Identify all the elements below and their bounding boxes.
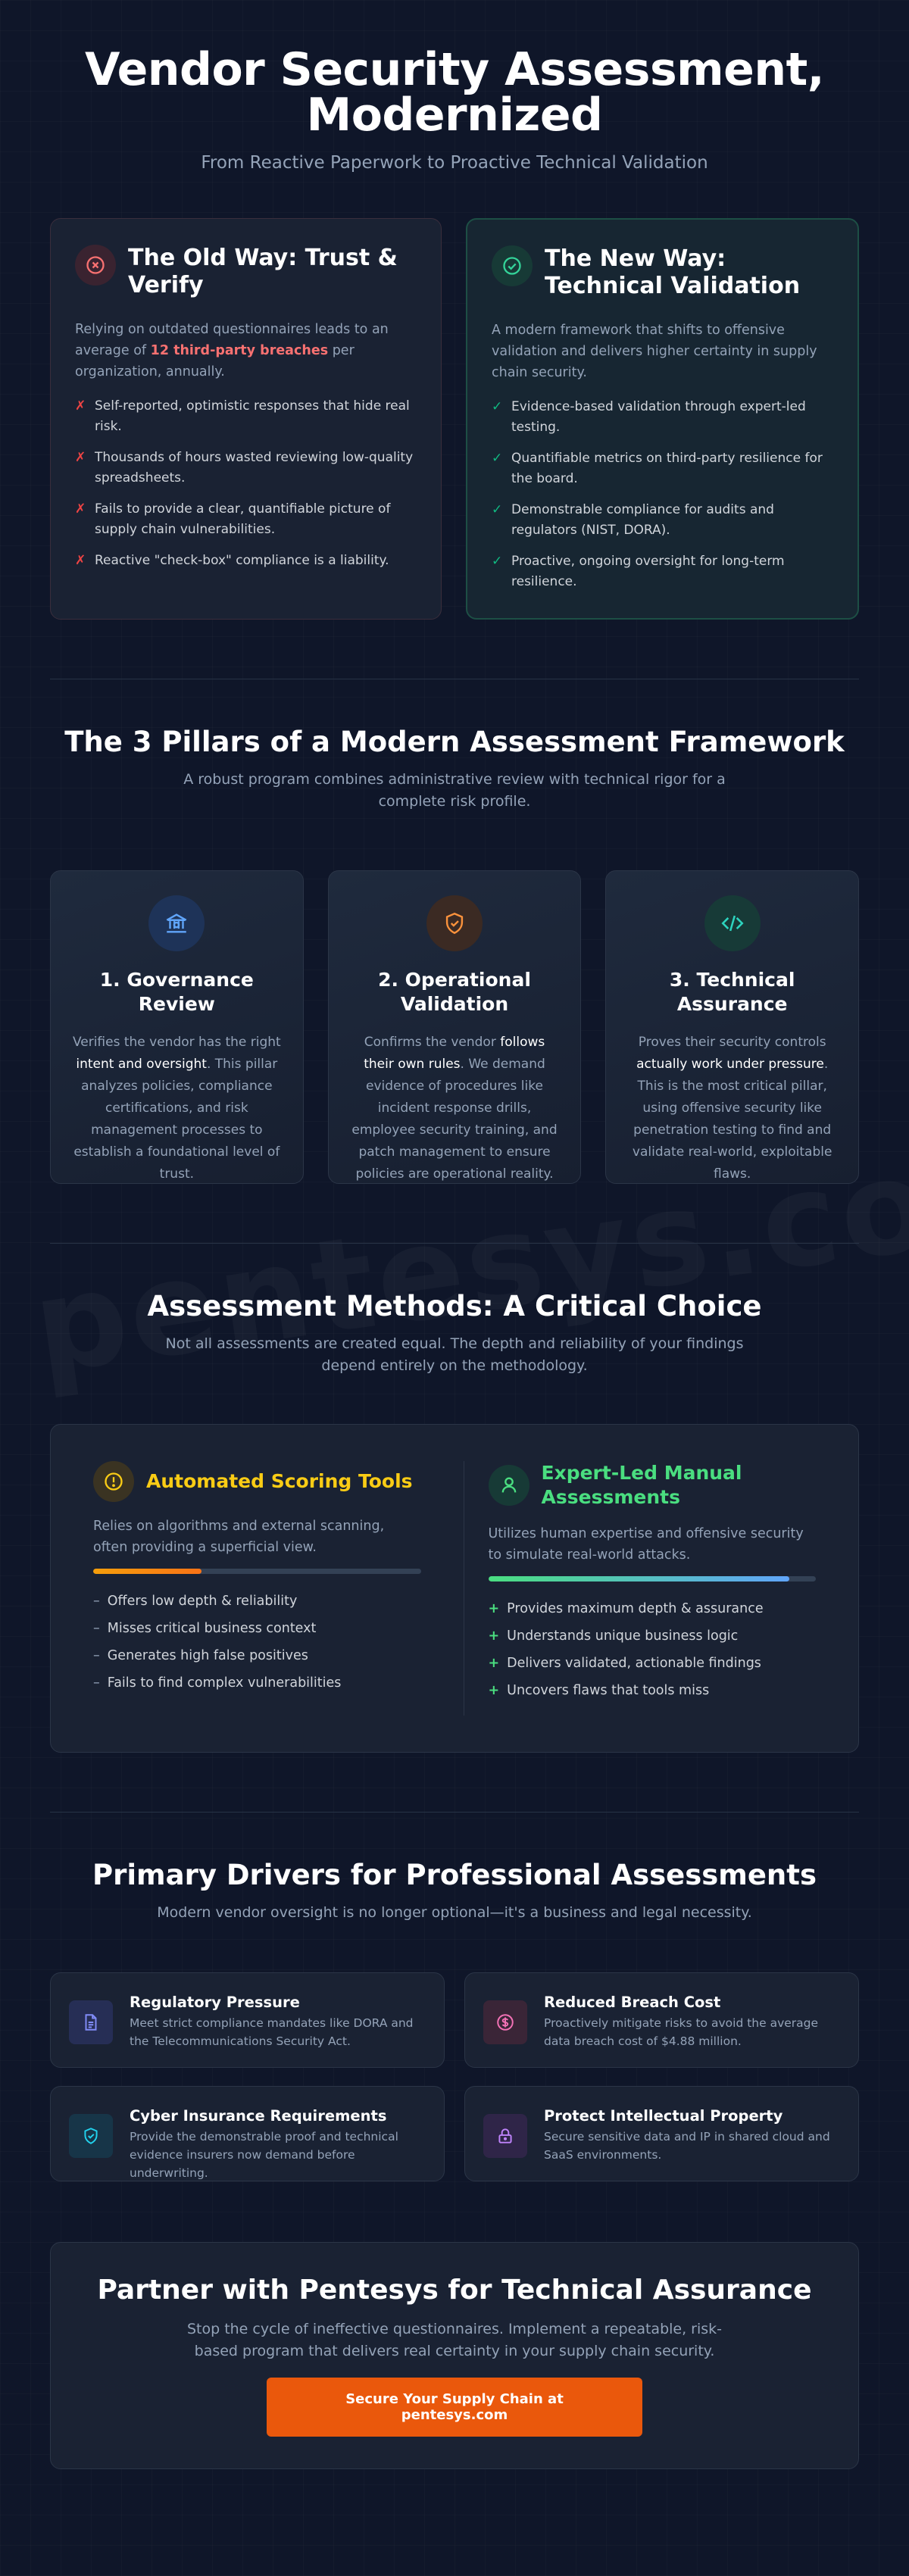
- title-line-2: Modernized: [306, 89, 603, 142]
- list-item: [75, 448, 417, 489]
- drivers-title: Primary Drivers for Professional Assessments: [92, 1859, 817, 1891]
- manual-depth-fill: [489, 1576, 790, 1582]
- methods-section: [50, 1289, 859, 1753]
- pillar-desc-pre: Proves their security controls: [638, 1035, 826, 1050]
- comparison-section: [50, 218, 859, 620]
- list-item-text: Uncovers flaws that tools miss: [507, 1683, 710, 1698]
- driver-text: [130, 2106, 426, 2182]
- list-item-text: Proactive, ongoing oversight for long-term resilience.: [511, 554, 785, 589]
- old-way-desc-pre: Relying on outdated questionnaires leads to an average of: [75, 322, 389, 358]
- list-item: [489, 1627, 817, 1645]
- old-way-description: [75, 319, 417, 382]
- dash-mark-icon: –: [93, 1594, 100, 1609]
- list-item: [75, 499, 417, 540]
- new-way-title: The New Way: Technical Validation: [545, 245, 801, 299]
- list-item: [93, 1619, 421, 1638]
- driver-title: Protect Intellectual Property: [544, 2107, 783, 2125]
- driver-title: Cyber Insurance Requirements: [130, 2107, 387, 2125]
- old-way-list: [75, 396, 417, 571]
- list-item-text: Delivers validated, actionable findings: [507, 1656, 761, 1671]
- warning-circle-icon: [93, 1461, 134, 1502]
- pillar-desc-pre: Confirms the vendor: [364, 1035, 501, 1050]
- pillar-title: 1. Governance Review: [99, 969, 254, 1015]
- list-item-text: Self-reported, optimistic responses that hide real risk.: [95, 398, 410, 434]
- dash-mark-icon: –: [93, 1675, 100, 1691]
- bank-icon: [148, 895, 205, 951]
- cta-button[interactable]: Secure Your Supply Chain at pentesys.com: [267, 2378, 642, 2437]
- driver-description: Meet strict compliance mandates like DORA and the Telecommunications Security Act.: [130, 2016, 414, 2048]
- shield-check-icon: [426, 895, 483, 951]
- check-mark-icon: ✓: [492, 399, 503, 414]
- drivers-grid: [50, 1972, 859, 2181]
- pillars-subtitle: A robust program combines administrative review with technical rigor for a complete risk profile.: [183, 771, 726, 810]
- list-item-text: Fails to provide a clear, quantifiable picture of supply chain vulnerabilities.: [95, 501, 391, 537]
- old-way-desc-post: per organization, annually.: [75, 343, 355, 379]
- list-item-text: Fails to find complex vulnerabilities: [107, 1675, 342, 1691]
- pillar-desc-post: . This is the most critical pillar, using offensive security like penetration testing to find and validate real-world, exploitable flaws.: [632, 1057, 832, 1182]
- new-way-card: [466, 218, 859, 620]
- shield-check-icon: [69, 2114, 113, 2158]
- list-item: [489, 1654, 817, 1672]
- page-title: [50, 43, 859, 142]
- plus-mark-icon: +: [488, 1628, 500, 1644]
- pillar-desc-pre: Verifies the vendor has the right: [72, 1035, 281, 1050]
- plus-mark-icon: +: [488, 1683, 500, 1698]
- driver-card-ip: [464, 2086, 859, 2181]
- list-item: [93, 1592, 421, 1610]
- methods-subtitle: Not all assessments are created equal. The depth and reliability of your findings depend entirely on the methodology.: [165, 1335, 744, 1374]
- check-mark-icon: ✓: [492, 502, 503, 517]
- pillar-description: [626, 1032, 839, 1185]
- x-mark-icon: ✗: [75, 501, 86, 517]
- list-item-text: Misses critical business context: [107, 1621, 317, 1636]
- document-icon: [69, 2000, 113, 2044]
- x-mark-icon: ✗: [75, 553, 86, 568]
- automated-tools-column: [93, 1461, 464, 1716]
- section-divider: [50, 1812, 859, 1813]
- check-mark-icon: ✓: [492, 554, 503, 569]
- old-way-header: [75, 245, 417, 299]
- money-icon: [483, 2000, 527, 2044]
- hero: [50, 0, 859, 173]
- driver-card-cyber-insurance: [50, 2086, 445, 2181]
- check-mark-icon: ✓: [492, 451, 503, 466]
- automated-depth-fill: [93, 1569, 201, 1574]
- driver-title: Reduced Breach Cost: [544, 1994, 721, 2011]
- breach-stat: 12 third-party breaches: [150, 343, 329, 358]
- cta-title: Partner with Pentesys for Technical Assurance: [97, 2275, 812, 2306]
- pillar-desc-emphasis: intent and oversight: [76, 1057, 207, 1072]
- list-item: [75, 396, 417, 437]
- driver-description: Provide the demonstrable proof and technical evidence insurers now demand before underwriting.: [130, 2130, 398, 2180]
- pillar-card-governance: [50, 870, 304, 1184]
- list-item-text: Reactive "check-box" compliance is a liability.: [95, 553, 389, 568]
- automated-tools-header: [93, 1461, 421, 1502]
- driver-text: [544, 1993, 840, 2050]
- user-icon: [489, 1465, 529, 1506]
- pillar-desc-post: . This pillar analyzes policies, compliance certifications, and risk management processes to establish a foundational level of trust.: [73, 1057, 280, 1182]
- automated-tools-list: [93, 1592, 421, 1692]
- pillar-card-operational: [328, 870, 582, 1184]
- list-item-text: Thousands of hours wasted reviewing low-quality spreadsheets.: [95, 450, 414, 486]
- manual-depth-bar: [489, 1576, 817, 1582]
- pillar-card-technical: [605, 870, 859, 1184]
- pillar-desc-emphasis: follows their own rules: [364, 1035, 545, 1072]
- list-item: [492, 500, 833, 541]
- section-divider: [50, 1243, 859, 1244]
- automated-depth-bar: [93, 1569, 421, 1574]
- pillar-desc-emphasis: actually work under pressure: [636, 1057, 824, 1072]
- manual-assessments-header: [489, 1461, 817, 1510]
- driver-description: Secure sensitive data and IP in shared cloud and SaaS environments.: [544, 2130, 830, 2162]
- new-way-list: [492, 397, 833, 592]
- driver-text: [544, 2106, 840, 2164]
- new-way-header: [492, 245, 833, 300]
- list-item-text: Evidence-based validation through expert-led testing.: [511, 399, 806, 435]
- list-item-text: Provides maximum depth & assurance: [507, 1601, 764, 1616]
- driver-text: [130, 1993, 426, 2050]
- driver-card-breach-cost: [464, 1972, 859, 2068]
- list-item-text: Offers low depth & reliability: [107, 1594, 298, 1609]
- x-circle-icon: [75, 245, 116, 286]
- old-way-card: [50, 218, 442, 620]
- manual-assessments-title: Expert-Led Manual Assessments: [541, 1462, 742, 1508]
- drivers-section: [50, 1858, 859, 2181]
- list-item: [75, 551, 417, 571]
- list-item: [492, 397, 833, 438]
- title-line-1: Vendor Security Assessment,: [84, 43, 825, 96]
- pillar-description: [70, 1032, 283, 1185]
- driver-description: Proactively mitigate risks to avoid the average data breach cost of $4.88 million.: [544, 2016, 819, 2048]
- driver-title: Regulatory Pressure: [130, 1994, 300, 2011]
- pillar-desc-post: . We demand evidence of procedures like incident response drills, employee security training, and patch management to ensure policies are operational reality.: [351, 1057, 558, 1182]
- pillars-grid: [50, 870, 859, 1184]
- list-item: [489, 1681, 817, 1700]
- manual-assessments-column: [464, 1461, 817, 1716]
- methods-card: [50, 1424, 859, 1753]
- plus-mark-icon: +: [488, 1601, 500, 1616]
- list-item-text: Demonstrable compliance for audits and regulators (NIST, DORA).: [511, 502, 774, 538]
- check-circle-icon: [492, 245, 533, 286]
- dash-mark-icon: –: [93, 1621, 100, 1636]
- list-item: [93, 1647, 421, 1665]
- lock-icon: [483, 2114, 527, 2158]
- manual-assessments-description: Utilizes human expertise and offensive security to simulate real-world attacks.: [488, 1526, 804, 1563]
- cta-section: [50, 2242, 859, 2469]
- new-way-description: A modern framework that shifts to offensive validation and delivers higher certainty in supply chain security.: [492, 323, 817, 380]
- list-item: [93, 1674, 421, 1692]
- list-item: [489, 1600, 817, 1618]
- code-icon: [704, 895, 761, 951]
- x-mark-icon: ✗: [75, 450, 86, 465]
- automated-tools-description: Relies on algorithms and external scanning, often providing a superficial view.: [93, 1519, 385, 1555]
- pillars-title: The 3 Pillars of a Modern Assessment Framework: [64, 726, 845, 758]
- dash-mark-icon: –: [93, 1648, 100, 1663]
- page: [50, 0, 859, 2469]
- old-way-title: The Old Way: Trust & Verify: [128, 245, 398, 298]
- x-mark-icon: ✗: [75, 398, 86, 414]
- driver-card-regulatory: [50, 1972, 445, 2068]
- pillar-title: 3. Technical Assurance: [669, 969, 795, 1015]
- manual-assessments-list: [489, 1600, 817, 1700]
- page-subtitle: From Reactive Paperwork to Proactive Technical Validation: [201, 153, 708, 173]
- list-item: [492, 448, 833, 489]
- list-item-text: Generates high false positives: [107, 1648, 308, 1663]
- drivers-subtitle: Modern vendor oversight is no longer optional—it's a business and legal necessity.: [157, 1904, 752, 1921]
- cta-text: Stop the cycle of ineffective questionnaires. Implement a repeatable, risk-based program that delivers real certainty in your supply chain security.: [186, 2321, 723, 2359]
- pillars-section: [50, 725, 859, 1184]
- list-item: [492, 551, 833, 592]
- list-item-text: Quantifiable metrics on third-party resilience for the board.: [511, 451, 823, 486]
- list-item-text: Understands unique business logic: [507, 1628, 739, 1644]
- automated-tools-title: Automated Scoring Tools: [146, 1470, 413, 1492]
- pillar-title: 2. Operational Validation: [378, 969, 531, 1015]
- plus-mark-icon: +: [488, 1656, 500, 1671]
- methods-title: Assessment Methods: A Critical Choice: [147, 1290, 762, 1322]
- pillar-description: [348, 1032, 561, 1185]
